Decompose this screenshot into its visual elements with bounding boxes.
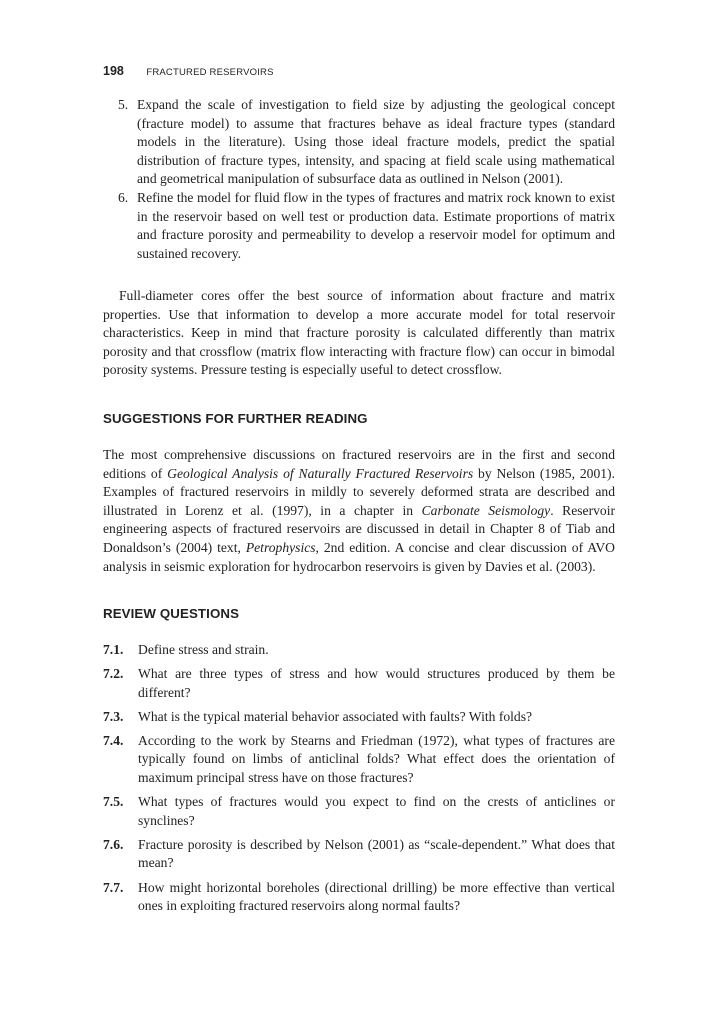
- list-item: [118, 189, 615, 263]
- book-title: Geological Analysis of Naturally Fractured Reservoirs: [167, 465, 474, 481]
- book-title: Petrophysics: [245, 539, 316, 555]
- question-number: 7.7.: [103, 879, 124, 895]
- list-item: [103, 793, 615, 830]
- running-title: FRACTURED RESERVOIRS: [146, 67, 274, 78]
- question-text: What are three types of stress and how would structures produced by them be different?: [138, 666, 615, 700]
- list-item: [103, 836, 615, 873]
- list-item: [103, 641, 615, 660]
- question-text: How might horizontal boreholes (directional drilling) be more effective than vertical ones in exploiting fractured reservoirs along normal faults?: [138, 879, 615, 914]
- list-item: [103, 665, 615, 702]
- step-number: 6.: [118, 189, 129, 205]
- list-item: [118, 96, 615, 189]
- numbered-steps: [118, 96, 615, 263]
- body-paragraph: Full-diameter cores offer the best source of information about fracture and matrix properties. Use that information to develop a more accurate model for total reservoir characteristics. Keep in mind that fracture porosity is calculated differently than matrix porosity and that crossflow (matrix flow interacting with fracture flow) can occur in bimodal porosity systems. Pressure testing is especially useful to detect crossflow.: [103, 288, 615, 378]
- question-number: 7.4.: [103, 732, 124, 748]
- question-number: 7.2.: [103, 666, 124, 682]
- review-questions-list: [103, 641, 615, 921]
- further-reading-heading: SUGGESTIONS FOR FURTHER READING: [103, 411, 368, 426]
- list-item: [103, 708, 615, 727]
- further-reading-paragraph: [103, 446, 615, 576]
- step-number: 5.: [118, 97, 129, 112]
- reading-text: , 2nd edition. A concise and clear discussion of AVO analysis in seismic exploration for hydrocarbon reservoirs is given by Davies et al. (2003).: [103, 539, 615, 574]
- question-text: What is the typical material behavior associated with faults? With folds?: [138, 708, 533, 724]
- list-item: [103, 879, 615, 916]
- reading-text: . Reservoir engineering aspects of fractured reservoirs are discussed in detail in Chapter 8 of Tiab and Donaldson’s (2004) text,: [103, 502, 615, 555]
- question-text: Fracture porosity is described by Nelson (2001) as “scale-dependent.” What does that mean?: [138, 836, 615, 871]
- question-number: 7.6.: [103, 836, 124, 852]
- page-number: 198: [103, 64, 124, 78]
- reading-text: The most comprehensive discussions on fractured reservoirs are in the first and second editions of: [103, 447, 615, 481]
- book-title: Carbonate Seismology: [421, 502, 551, 518]
- question-text: What types of fractures would you expect to find on the crests of anticlines or synclines?: [138, 794, 615, 828]
- list-item: [103, 732, 615, 788]
- review-questions-heading: REVIEW QUESTIONS: [103, 606, 240, 621]
- question-text: According to the work by Stearns and Friedman (1972), what types of fractures are typically found on limbs of anticlinal folds? What effect does the orientation of maximum principal stress have on those fractures?: [138, 732, 615, 786]
- step-text: Expand the scale of investigation to field size by adjusting the geological concept (fracture model) to assume that fractures behave as ideal fracture types (standard models in the literature). Using those ideal fracture models, predict the spatial distribution of fracture types, intensity, and spacing at field scale using mathematical and geometrical manipulation of subsurface data as outlined in Nelson (2001).: [137, 97, 615, 187]
- question-number: 7.5.: [103, 794, 124, 810]
- running-header: [103, 62, 274, 80]
- question-text: Define stress and strain.: [138, 642, 269, 657]
- question-number: 7.1.: [103, 642, 124, 657]
- question-number: 7.3.: [103, 708, 124, 724]
- reading-text: by Nelson (1985, 2001). Examples of fractured reservoirs in mildly to severely deformed strata are described and illustrated in Lorenz et al. (1997), in a chapter in: [103, 465, 615, 518]
- step-text: Refine the model for fluid flow in the types of fractures and matrix rock known to exist in the reservoir based on well test or production data. Estimate proportions of matrix and fracture porosity and permeability to develop a reservoir model for optimum and sustained recovery.: [137, 189, 615, 261]
